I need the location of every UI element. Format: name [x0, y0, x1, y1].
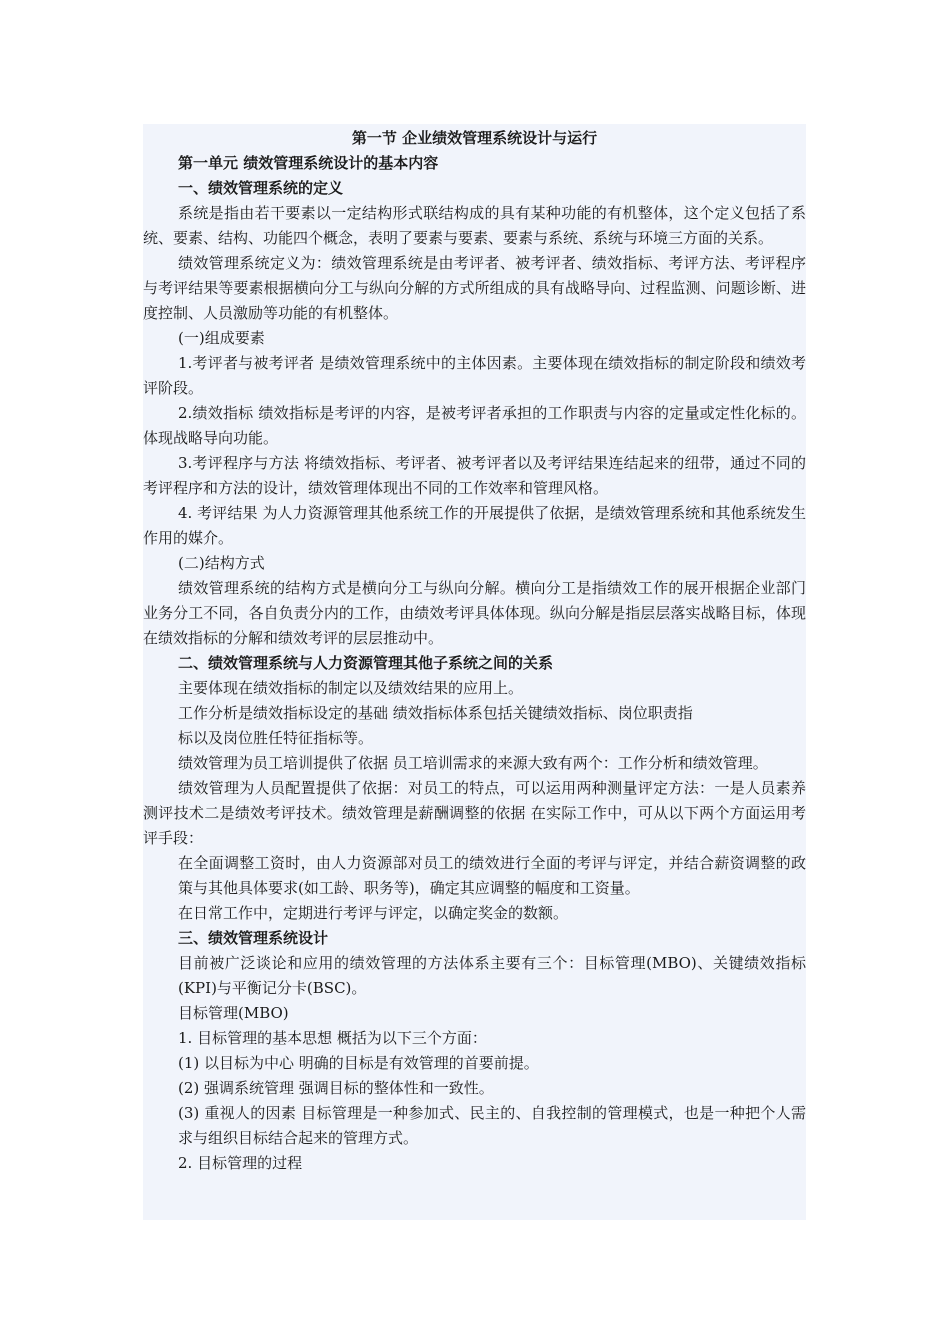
subheading-structure: (二)结构方式	[178, 554, 265, 572]
paragraph-salary-adjustment: 在全面调整工资时，由人力资源部对员工的绩效进行全面的考评与评定，并结合薪资调整的政策与其他具体要求(如工龄、职务等)，确定其应调整的幅度和工资量。	[178, 854, 806, 897]
paragraph-staffing: 绩效管理为人员配置提供了依据：对员工的特点，可以运用两种测量评定方法：一是人员素养测评技术二是绩效考评技术。绩效管理是薪酬调整的依据 在实际工作中，可从以下两个方面运用考评手段：	[143, 779, 806, 847]
paragraph-job-analysis-1: 工作分析是绩效指标设定的基础 绩效指标体系包括关键绩效指标、岗位职责指	[178, 704, 693, 722]
paragraph-structure: 绩效管理系统的结构方式是横向分工与纵向分解。横向分工是指绩效工作的展开根据企业部门业务分工不同，各自负责分内的工作，由绩效考评具体体现。纵向分解是指层层落实战略目标，体现在绩效指标的分解和绩效考评的层层推动中。	[143, 579, 806, 647]
list-item-procedures: 3.考评程序与方法 将绩效指标、考评者、被考评者以及考评结果连结起来的纽带，通过不同的考评程序和方法的设计，绩效管理体现出不同的工作效率和管理风格。	[143, 454, 806, 497]
list-item-mbo-idea: 1. 目标管理的基本思想 概括为以下三个方面：	[178, 1029, 487, 1047]
section-title: 第一节 企业绩效管理系统设计与运行	[351, 129, 598, 147]
paragraph-job-analysis-2: 标以及岗位胜任特征指标等。	[178, 729, 374, 747]
list-item-mbo-goal: (1) 以目标为中心 明确的目标是有效管理的首要前提。	[178, 1054, 539, 1072]
subheading-components: (一)组成要素	[178, 329, 265, 347]
heading-relations: 二、绩效管理系统与人力资源管理其他子系统之间的关系	[178, 654, 554, 672]
list-item-mbo-process: 2. 目标管理的过程	[178, 1154, 303, 1172]
list-item-indicators: 2.绩效指标 绩效指标是考评的内容，是被考评者承担的工作职责与内容的定量或定性化标的。体现战略导向功能。	[143, 404, 806, 447]
list-item-evaluators: 1.考评者与被考评者 是绩效管理系统中的主体因素。主要体现在绩效指标的制定阶段和绩效考评阶段。	[143, 354, 806, 397]
list-item-results: 4. 考评结果 为人力资源管理其他系统工作的开展提供了依据，是绩效管理系统和其他系统发生作用的媒介。	[143, 504, 806, 547]
unit-title: 第一单元 绩效管理系统设计的基本内容	[178, 154, 439, 172]
paragraph-training: 绩效管理为员工培训提供了依据 员工培训需求的来源大致有两个：工作分析和绩效管理。	[178, 754, 768, 772]
heading-definition: 一、绩效管理系统的定义	[178, 179, 344, 197]
list-item-mbo-system: (2) 强调系统管理 强调目标的整体性和一致性。	[178, 1079, 494, 1097]
document-page	[143, 124, 806, 1220]
paragraph-system-definition: 系统是指由若干要素以一定结构形式联结构成的具有某种功能的有机整体，这个定义包括了系统、要素、结构、功能四个概念，表明了要素与要素、要素与系统、系统与环境三方面的关系。	[143, 204, 806, 247]
subheading-mbo: 目标管理(MBO)	[178, 1004, 289, 1022]
paragraph-relations-summary: 主要体现在绩效指标的制定以及绩效结果的应用上。	[178, 679, 524, 697]
paragraph-performance-system-definition: 绩效管理系统定义为：绩效管理系统是由考评者、被考评者、绩效指标、考评方法、考评程序与考评结果等要素根据横向分工与纵向分解的方式所组成的具有战略导向、过程监测、问题诊断、进度控制、人员激励等功能的有机整体。	[143, 254, 806, 322]
heading-design: 三、绩效管理系统设计	[178, 929, 329, 947]
paragraph-bonus: 在日常工作中，定期进行考评与评定，以确定奖金的数额。	[178, 904, 569, 922]
list-item-mbo-people: (3) 重视人的因素 目标管理是一种参加式、民主的、自我控制的管理模式，也是一种把个人需求与组织目标结合起来的管理方式。	[178, 1104, 806, 1147]
paragraph-methods: 目前被广泛谈论和应用的绩效管理的方法体系主要有三个：目标管理(MBO)、关键绩效指标(KPI)与平衡记分卡(BSC)。	[178, 954, 806, 997]
